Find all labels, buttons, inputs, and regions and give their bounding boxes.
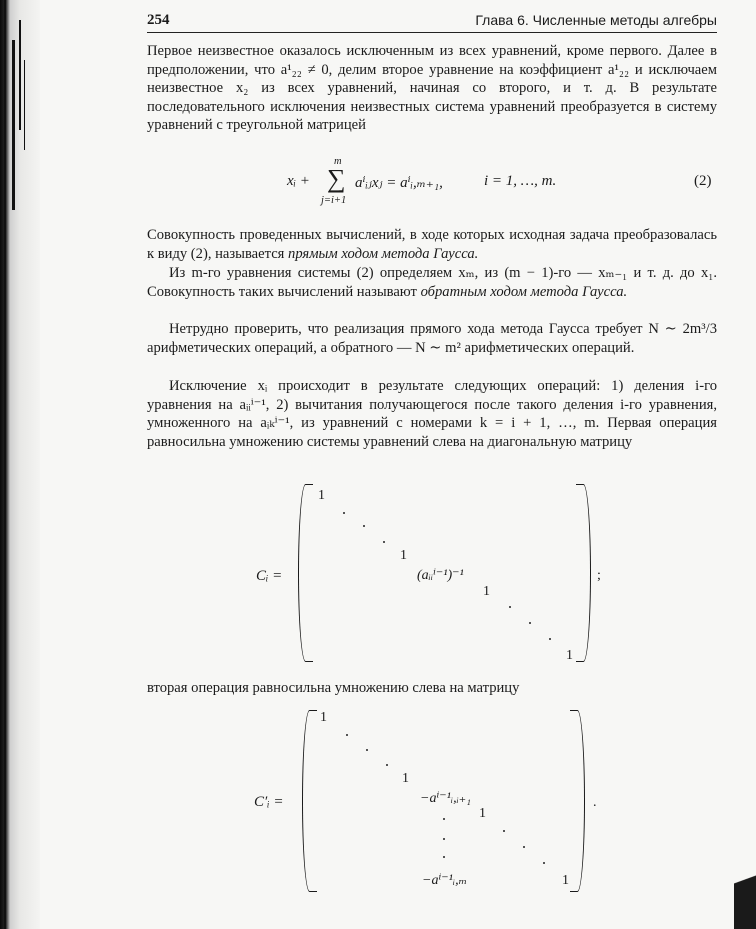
page-corner-shadow — [734, 860, 756, 929]
matrix-dot — [549, 638, 551, 640]
matrix-c-left-paren — [298, 484, 313, 662]
term-forward-gauss: прямым ходом метода Гаусса. — [288, 245, 479, 262]
matrix-c-one: 1 — [566, 648, 573, 663]
matrix-dot — [343, 512, 345, 514]
matrix-c-prime-left-paren — [302, 710, 317, 892]
matrix-c-prime-punct: . — [593, 795, 597, 810]
paragraph-1: Первое неизвестное оказалось исключенным из всех уравнений, кроме первого. Далее в предположении, что a¹₂₂ ≠ 0, делим второе уравнение на коэффициент a¹₂₂ и исключаем неизвестное x₂ из всех уравнений, начиная со второго, и т. д. В результате последовательного исключения неизвестных система уравнений преобразуется в систему уравнений с треугольной матрицей — [147, 43, 717, 134]
matrix-c-one: 1 — [318, 488, 325, 503]
paragraph-2 — [147, 226, 717, 263]
matrix-dot — [363, 525, 365, 527]
page-binding-shadow — [0, 0, 40, 929]
matrix-c-prime-one: 1 — [562, 873, 569, 888]
chapter-title: Глава 6. Численные методы алгебры — [475, 12, 717, 28]
matrix-dot — [346, 734, 348, 736]
matrix-c-one: 1 — [400, 548, 407, 563]
matrix-dot — [503, 830, 505, 832]
matrix-c-prime-label: C′ᵢ = — [254, 794, 284, 810]
matrix-c-label: Cᵢ = — [256, 568, 283, 584]
sum-upper-limit: m — [334, 156, 342, 167]
matrix-dot — [509, 606, 511, 608]
paragraph-6: вторая операция равносильна умножению слева на матрицу — [147, 680, 520, 696]
matrix-dot — [366, 749, 368, 751]
matrix-c-prime-entry-bottom: −aⁱ⁻¹ᵢ,ₘ — [422, 873, 468, 888]
binding-streak — [4, 0, 6, 929]
paragraph-3 — [147, 264, 717, 301]
sum-sign: ∑ — [327, 164, 346, 193]
paragraph-2-text: Совокупность проведенных вычислений, в ходе которых исходная задача преобразовалась к виду (2), называется — [147, 227, 717, 262]
matrix-dot — [386, 764, 388, 766]
matrix-dot — [383, 541, 385, 543]
paragraph-5: Исключение xᵢ происходит в результате следующих операций: 1) деления i-го уравнения на aᵢᵢⁱ⁻¹, 2) вычитания получающегося после такого деления i-го уравнения, умноженного на aᵢₖⁱ⁻¹, из уравнений с номерами k = i + 1, …, m. Первая операция равносильна умножению системы уравнений слева на диагональную матрицу — [147, 378, 717, 450]
matrix-c-punct: ; — [597, 568, 601, 583]
matrix-c-diagonal-entry: (aᵢᵢⁱ⁻¹)⁻¹ — [417, 568, 464, 583]
eq2-lhs: xᵢ + — [287, 173, 310, 189]
binding-streak — [24, 60, 25, 150]
matrix-dot — [523, 846, 525, 848]
sum-lower-limit: j=i+1 — [321, 195, 347, 206]
binding-streak — [19, 20, 21, 130]
matrix-dot — [443, 818, 445, 820]
eq2-range: i = 1, …, m. — [484, 173, 557, 189]
matrix-c-right-paren — [576, 484, 591, 662]
term-backward-gauss: обратным ходом метода Гаусса. — [420, 283, 628, 300]
matrix-dot — [443, 856, 445, 858]
page-number: 254 — [147, 12, 170, 28]
matrix-dot — [443, 838, 445, 840]
running-header — [147, 10, 717, 33]
binding-streak — [12, 40, 15, 210]
matrix-dot — [529, 622, 531, 624]
eq2-body: aⁱᵢⱼxⱼ = aⁱᵢ,ₘ₊₁, — [355, 175, 443, 191]
equation-number: (2) — [694, 173, 712, 189]
matrix-c-prime-entry-top: −aⁱ⁻¹ᵢ,ᵢ₊₁ — [420, 791, 472, 806]
matrix-c-prime-right-paren — [570, 710, 585, 892]
matrix-c-one: 1 — [483, 584, 490, 599]
paragraph-3-text: Из m-го уравнения системы (2) определяем xₘ, из (m − 1)-го — xₘ₋₁ и т. д. до x₁. Совокупность таких вычислений называют — [147, 265, 717, 300]
matrix-c-prime-one: 1 — [320, 710, 327, 725]
matrix-c-prime-one: 1 — [479, 806, 486, 821]
matrix-dot — [543, 862, 545, 864]
paragraph-4: Нетрудно проверить, что реализация прямого хода метода Гаусса требует N ∼ 2m³/3 арифметических операций, а обратного — N ∼ m² арифметических операций. — [147, 321, 717, 356]
matrix-c-prime-one: 1 — [402, 771, 409, 786]
